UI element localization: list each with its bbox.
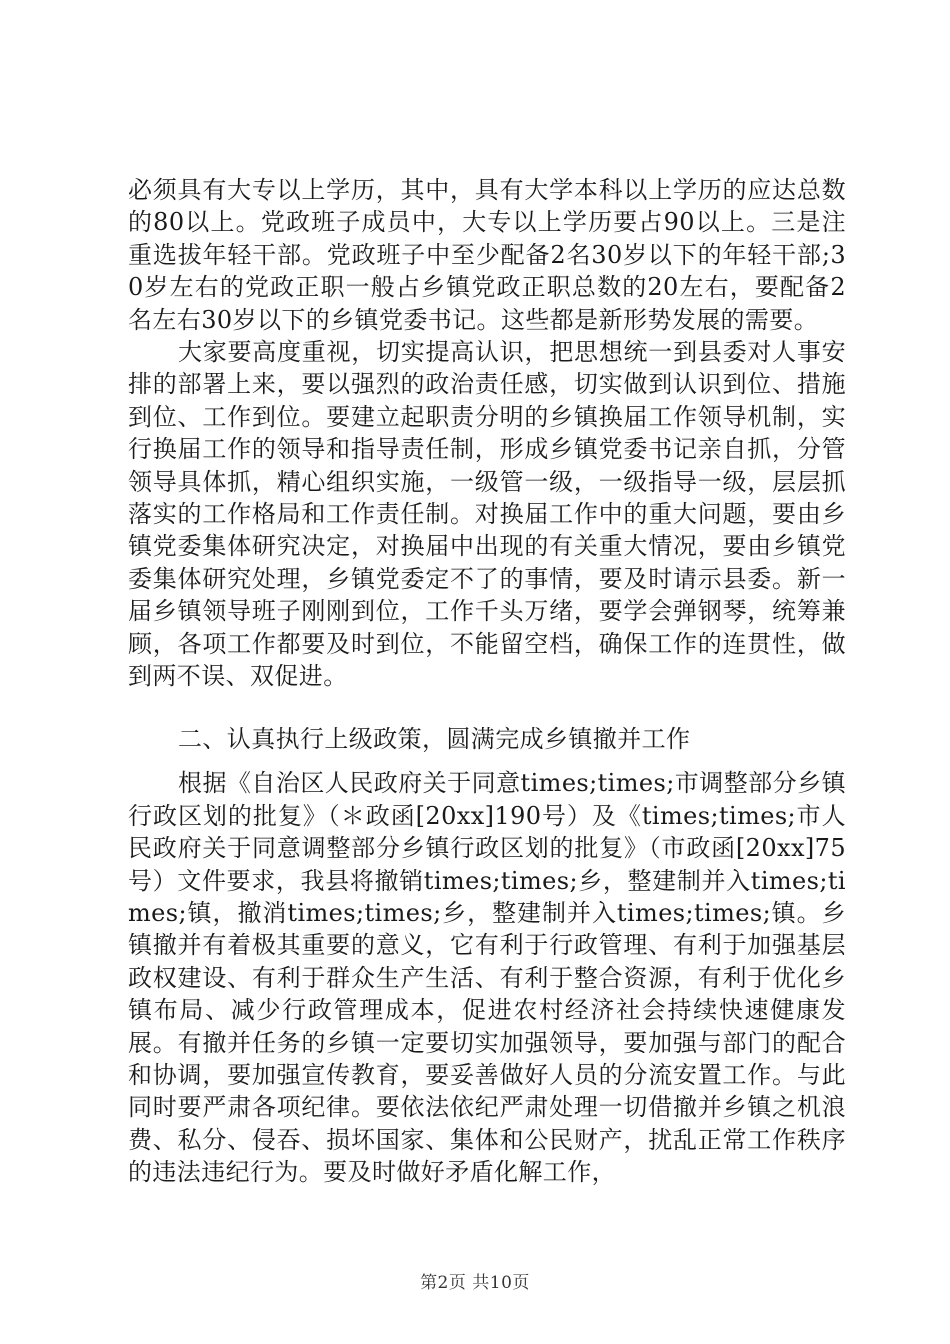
- section-heading: 二、认真执行上级政策，圆满完成乡镇撤并工作: [178, 725, 691, 753]
- paragraph-education-requirements: 必须具有大专以上学历，其中，具有大学本科以上学历的应达总数的80以上。党政班子成员中，大专以上学历要占90以上。三是注重选拔年轻干部。党政班子中至少配备2名30岁以下的年轻干部;30岁左右的党政正职一般占乡镇党政正职总数的20左右，要配备2名左右30岁以下的乡镇党委书记。这些都是新形势发展的需要。: [128, 176, 846, 334]
- heading-spacer: [128, 755, 846, 767]
- paragraph-leadership-responsibility: 大家要高度重视，切实提高认识，把思想统一到县委对人事安排的部署上来，要以强烈的政治责任感，切实做到认识到位、措施到位、工作到位。要建立起职责分明的乡镇换届工作领导机制，实行换届工作的领导和指导责任制，形成乡镇党委书记亲自抓，分管领导具体抓，精心组织实施，一级管一级，一级指导一级，层层抓落实的工作格局和工作责任制。对换届工作中的重大问题，要由乡镇党委集体研究决定，对换届中出现的有关重大情况，要由乡镇党委集体研究处理，乡镇党委定不了的事情，要及时请示县委。新一届乡镇领导班子刚刚到位，工作千头万绪，要学会弹钢琴，统筹兼顾，各项工作都要及时到位，不能留空档，确保工作的连贯性，做到两不误、双促进。: [128, 338, 846, 691]
- body-text-top: [128, 174, 846, 693]
- body-text-bottom: [128, 723, 846, 1189]
- paragraph-township-merger: 根据《自治区人民政府关于同意times;times;市调整部分乡镇行政区划的批复》（＊政函[20xx]190号）及《times;times;市人民政府关于同意调整部分乡镇行政区划的批复》（市政函[20xx]75号）文件要求，我县将撤销times;times;乡，整建制并入times;times;镇，撤消times;times;乡，整建制并入times;times;镇。乡镇撤并有着极其重要的意义，它有利于行政管理、有利于加强基层政权建设、有利于群众生产生活、有利于整合资源，有利于优化乡镇布局、减少行政管理成本，促进农村经济社会持续快速健康发展。有撤并任务的乡镇一定要切实加强领导，要加强与部门的配合和协调，要加强宣传教育，要妥善做好人员的分流安置工作。与此同时要严肃各项纪律。要依法依纪严肃处理一切借撤并乡镇之机浪费、私分、侵吞、损坏国家、集体和公民财产，扰乱正常工作秩序的违法违纪行为。要及时做好矛盾化解工作，: [128, 769, 846, 1187]
- page-number-footer: 第2页 共10页: [420, 1273, 530, 1293]
